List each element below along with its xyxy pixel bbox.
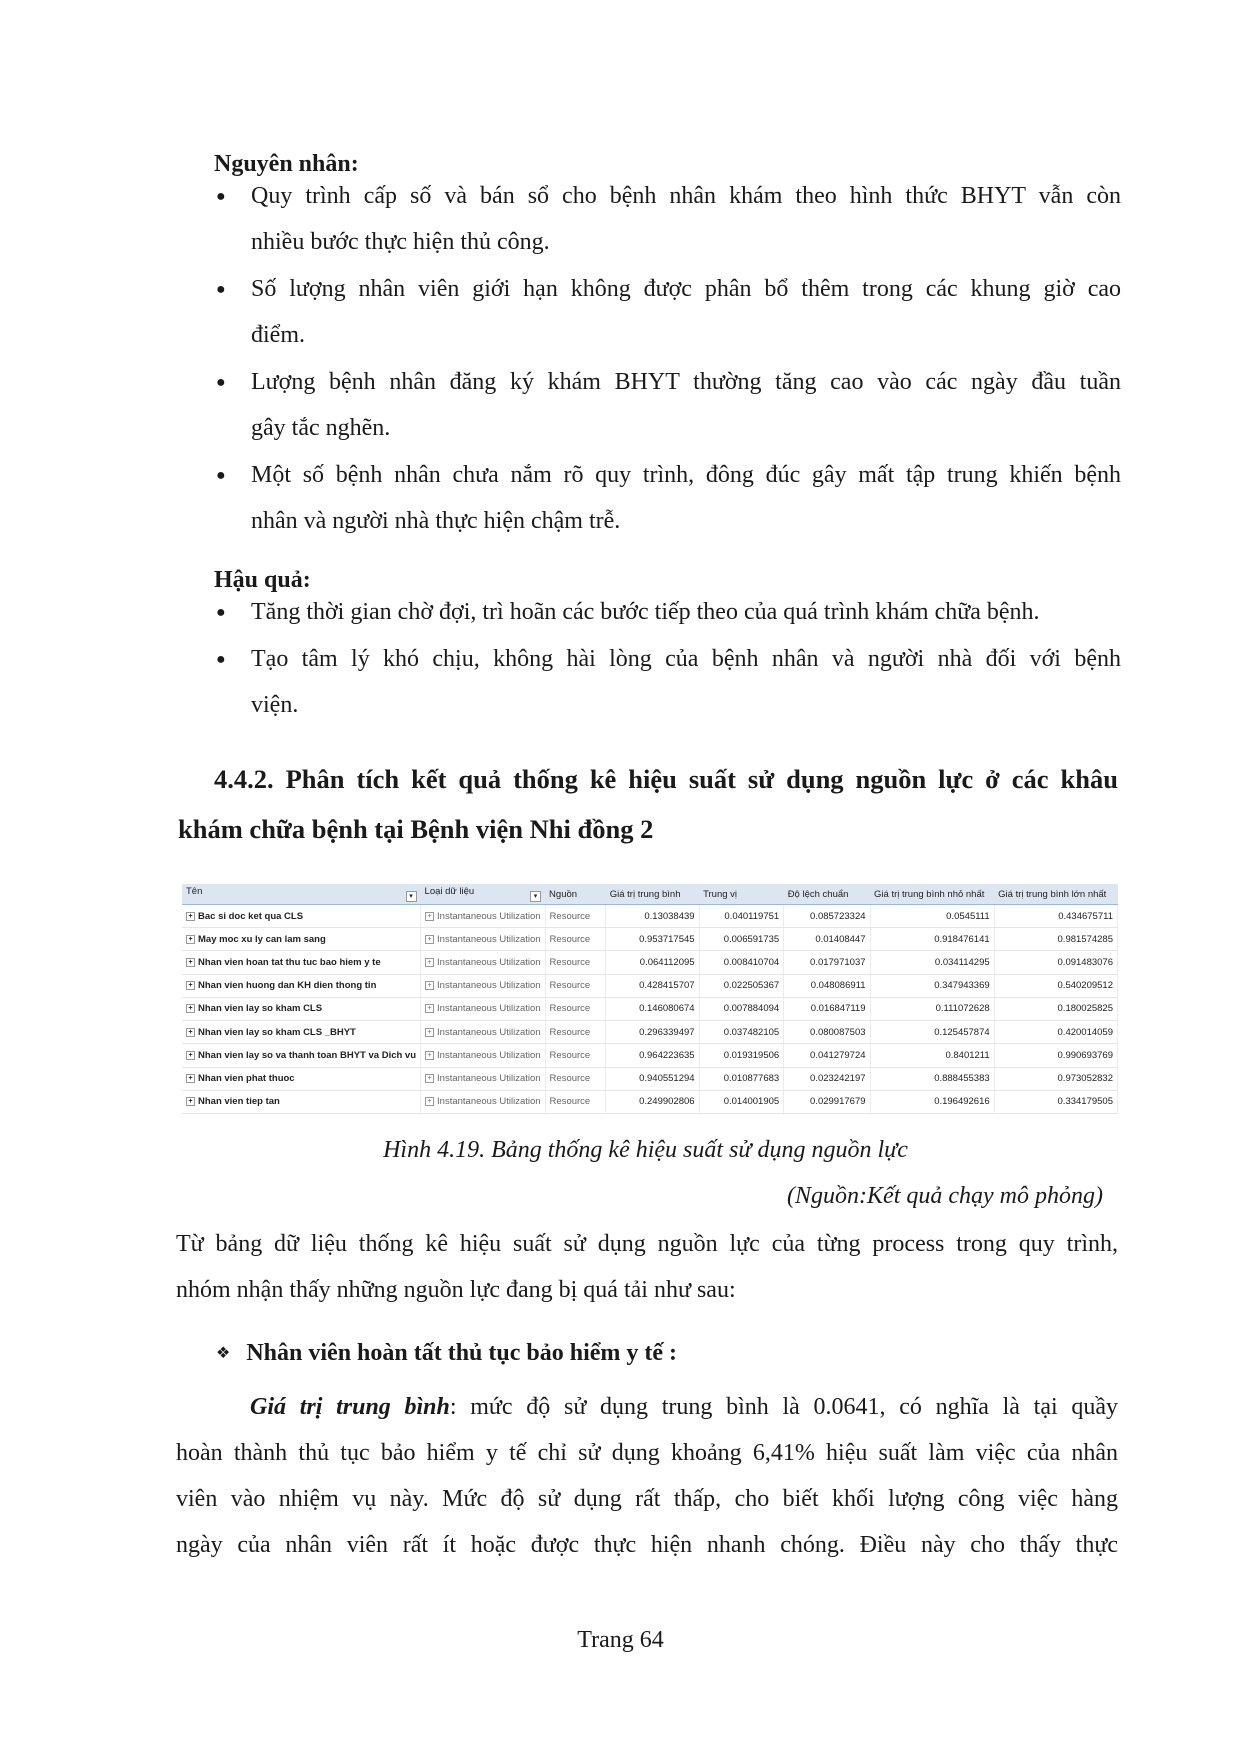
value-cell: 0.434675711 [994,905,1117,928]
resource-name: Nhan vien lay so kham CLS [198,1003,323,1015]
value-cell: 0.888455383 [870,1067,994,1090]
value-cell: 0.008410704 [699,951,784,974]
value-cell: 0.022505367 [699,974,784,997]
table-row [182,997,1118,1020]
value-cell: 0.146080674 [606,997,699,1020]
expand-icon[interactable]: + [186,958,195,967]
expand-icon[interactable]: + [425,935,434,944]
value-cell: 0.973052832 [994,1067,1117,1090]
value-cell: 0.540209512 [994,974,1117,997]
table-row [182,1044,1118,1067]
value-cell: 0.085723324 [784,905,870,928]
value-cell: 0.0545111 [870,905,994,928]
value-cell: 0.091483076 [994,951,1117,974]
figure-caption: Hình 4.19. Bảng thống kê hiệu suất sử dụng nguồn lực [383,1137,908,1163]
expand-icon[interactable]: + [186,1028,195,1037]
value-cell: 0.080087503 [784,1021,870,1044]
value-cell: 0.064112095 [606,951,699,974]
diamond-bullet-icon: ❖ [216,1345,231,1363]
resource-name: Nhan vien hoan tat thu tuc bao hiem y te [198,957,381,969]
section-heading: 4.4.2. Phân tích kết quả thống kê hiệu suất sử dụng nguồn lực ở các khâu khám chữa bệnh tại Bệnh viện Nhi đồng 2 [178,764,1118,844]
value-cell: 0.006591735 [699,928,784,951]
data-type: Instantaneous Utilization [437,910,541,922]
value-cell: 0.007884094 [699,997,784,1020]
expand-icon[interactable]: + [186,935,195,944]
value-cell: 0.111072628 [870,997,994,1020]
analysis-paragraph: Giá trị trung bình: mức độ sử dụng trung bình là 0.0641, có nghĩa là tại quầy hoàn thành thủ tục bảo hiểm y tế chỉ sử dụng khoảng 6,41% hiệu suất làm việc của nhân viên vào nhiệm vụ này. Mức độ sử dụng rất thấp, cho biết khối lượng công việc hàng ngày của nhân viên rất ít hoặc được thực hiện nhanh chóng. Điều này cho thấy thực [176,1394,1118,1558]
expand-icon[interactable]: + [186,1074,195,1083]
value-cell: 0.990693769 [994,1044,1117,1067]
value-cell: 0.249902806 [606,1090,699,1113]
value-cell: 0.428415707 [606,974,699,997]
source-cell: Resource [545,928,606,951]
bullet-icon: ● [216,188,226,205]
value-cell: 0.037482105 [699,1021,784,1044]
filter-icon[interactable]: ▾ [530,891,541,902]
value-cell: 0.964223635 [606,1044,699,1067]
value-cell: 0.13038439 [606,905,699,928]
expand-icon[interactable]: + [425,1051,434,1060]
value-cell: 0.296339497 [606,1021,699,1044]
data-type: Instantaneous Utilization [437,1003,541,1015]
expand-icon[interactable]: + [425,1028,434,1037]
filter-icon[interactable]: ▾ [406,891,417,902]
bullet-icon: ● [216,374,226,391]
expand-icon[interactable]: + [186,981,195,990]
expand-icon[interactable]: + [186,912,195,921]
value-cell: 0.918476141 [870,928,994,951]
figure-source: (Nguồn:Kết quả chạy mô phỏng) [787,1183,1103,1209]
expand-icon[interactable]: + [425,1097,434,1106]
bullet-icon: ● [216,281,226,298]
value-cell: 0.040119751 [699,905,784,928]
data-type: Instantaneous Utilization [437,980,541,992]
table-body [182,905,1118,1114]
value-cell: 0.981574285 [994,928,1117,951]
table-header-row: Tên ▾ Loại dữ liệu ▾ Nguồn Giá trị trung bình Trung vị Độ lệch chuẩn Giá trị trung bình nhỏ nhất Giá trị trung bình lớn nhất [182,884,1118,905]
subsection-heading: ❖ Nhân viên hoàn tất thủ tục bảo hiểm y tế : [216,1340,678,1366]
value-cell: 0.023242197 [784,1067,870,1090]
value-cell: 0.953717545 [606,928,699,951]
value-cell: 0.014001905 [699,1090,784,1113]
value-cell: 0.029917679 [784,1090,870,1113]
table-row [182,951,1118,974]
table-row [182,1067,1118,1090]
value-cell: 0.010877683 [699,1067,784,1090]
data-type: Instantaneous Utilization [437,933,541,945]
resource-name: Nhan vien lay so va thanh toan BHYT va Dich vu [198,1049,417,1061]
resource-name: Bac si doc ket qua CLS [198,910,304,922]
resource-name: Nhan vien lay so kham CLS _BHYT [198,1026,356,1038]
data-type: Instantaneous Utilization [437,957,541,969]
source-cell: Resource [545,951,606,974]
resource-name: Nhan vien tiep tan [198,1096,280,1108]
expand-icon[interactable]: + [186,1051,195,1060]
expand-icon[interactable]: + [425,981,434,990]
expand-icon[interactable]: + [425,912,434,921]
bullet-icon: ● [216,467,226,484]
page-number: Trang 64 [577,1627,664,1653]
data-type: Instantaneous Utilization [437,1049,541,1061]
expand-icon[interactable]: + [425,958,434,967]
table-row [182,928,1118,951]
value-cell: 0.196492616 [870,1090,994,1113]
analysis-term: Giá trị trung bình [250,1394,450,1420]
value-cell: 0.347943369 [870,974,994,997]
source-cell: Resource [545,1090,606,1113]
resource-utilization-table [182,884,1118,1114]
value-cell: 0.8401211 [870,1044,994,1067]
value-cell: 0.01408447 [784,928,870,951]
expand-icon[interactable]: + [186,1004,195,1013]
source-cell: Resource [545,997,606,1020]
data-type: Instantaneous Utilization [437,1026,541,1038]
expand-icon[interactable]: + [425,1074,434,1083]
source-cell: Resource [545,1067,606,1090]
expand-icon[interactable]: + [186,1097,195,1106]
data-type: Instantaneous Utilization [437,1073,541,1085]
intro-paragraph: Từ bảng dữ liệu thống kê hiệu suất sử dụng nguồn lực của từng process trong quy trình, nhóm nhận thấy những nguồn lực đang bị quá tải như sau: [176,1231,1118,1303]
bullet-icon: ● [216,604,226,621]
value-cell: 0.334179505 [994,1090,1117,1113]
consequence-heading: Hậu quả: [214,567,311,593]
value-cell: 0.940551294 [606,1067,699,1090]
value-cell: 0.019319506 [699,1044,784,1067]
value-cell: 0.016847119 [784,997,870,1020]
resource-name: May moc xu ly can lam sang [198,933,326,945]
value-cell: 0.125457874 [870,1021,994,1044]
value-cell: 0.048086911 [784,974,870,997]
source-cell: Resource [545,1021,606,1044]
table-row [182,974,1118,997]
value-cell: 0.420014059 [994,1021,1117,1044]
table-row [182,1021,1118,1044]
value-cell: 0.041279724 [784,1044,870,1067]
resource-name: Nhan vien phat thuoc [198,1073,295,1085]
table-row [182,1090,1118,1113]
table-row [182,905,1118,928]
source-cell: Resource [545,1044,606,1067]
source-cell: Resource [545,974,606,997]
value-cell: 0.180025825 [994,997,1117,1020]
bullet-icon: ● [216,651,226,668]
expand-icon[interactable]: + [425,1004,434,1013]
value-cell: 0.034114295 [870,951,994,974]
source-cell: Resource [545,905,606,928]
data-type: Instantaneous Utilization [437,1096,541,1108]
cause-heading: Nguyên nhân: [214,151,359,177]
resource-name: Nhan vien huong dan KH dien thong tin [198,980,377,992]
value-cell: 0.017971037 [784,951,870,974]
